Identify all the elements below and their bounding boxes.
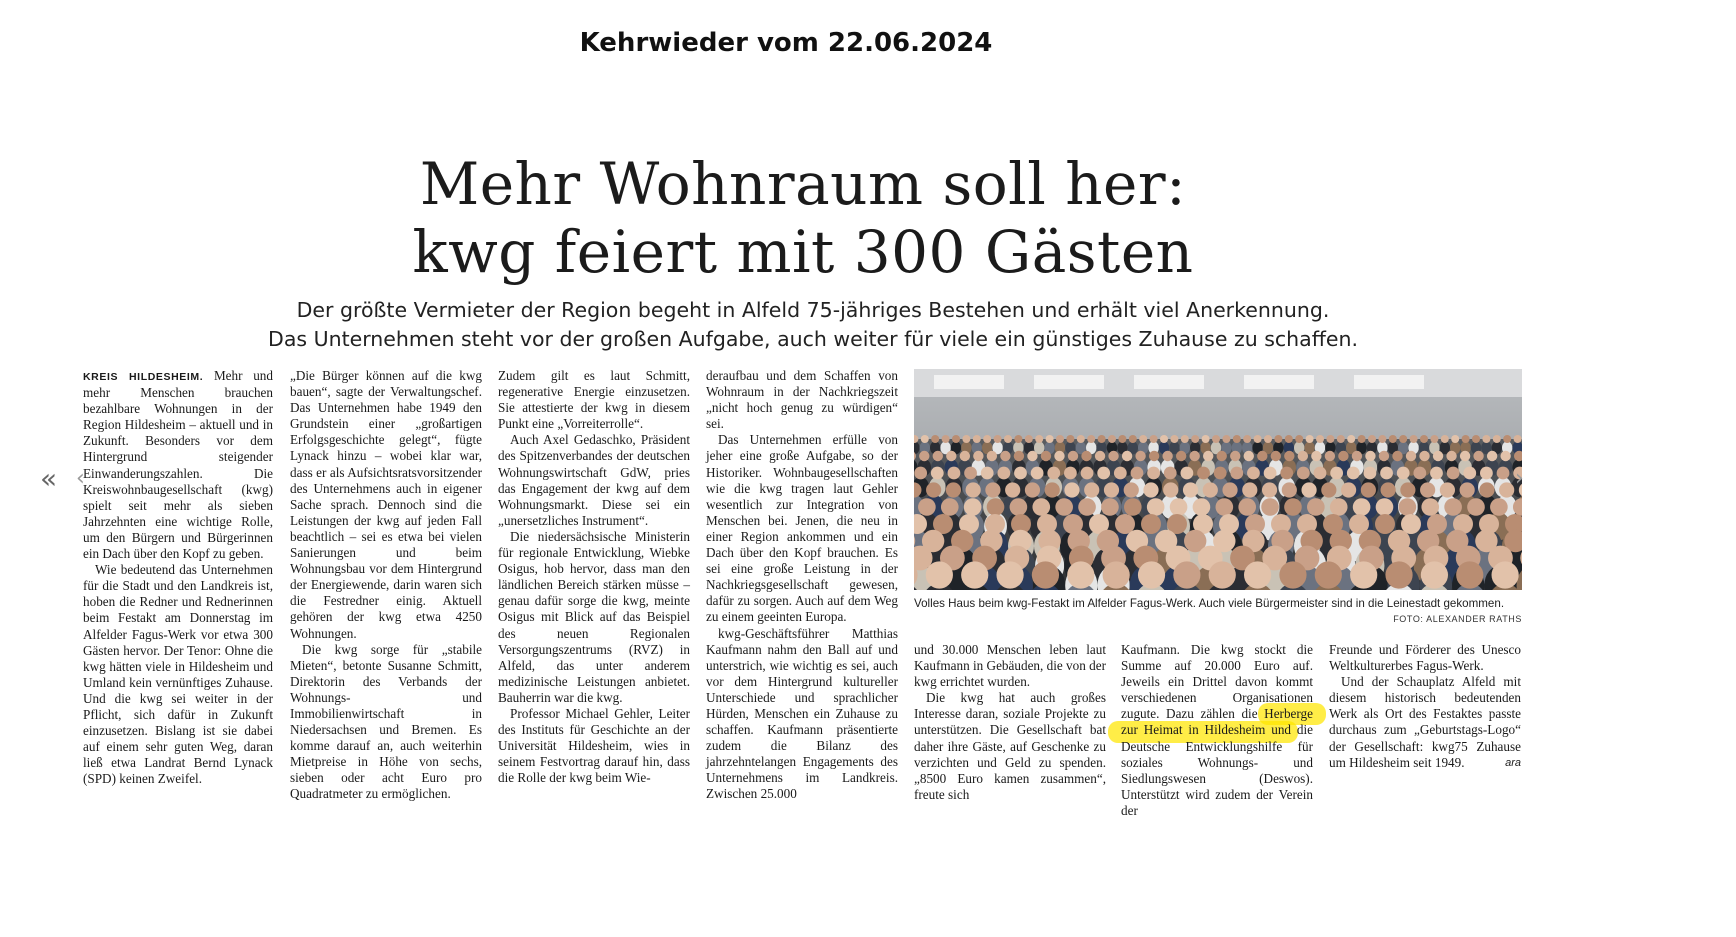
audience-person [1447,467,1460,480]
audience-person [994,435,1002,443]
audience-person [941,498,959,516]
audience-person [1460,482,1475,497]
audience-person [1421,561,1448,588]
audience-person [981,467,994,480]
audience-person [931,467,944,480]
article-column-6 [1121,642,1313,819]
audience-person [1482,435,1490,443]
audience-person [1347,435,1355,443]
article-paragraph: Professor Michael Gehler, Leiter des Instituts für Geschichte an der Universität Hildesheim, wies in seinem Festvortrag darauf hin, dass die Rolle der kwg beim Wie- [498,705,690,786]
audience-person [1242,482,1257,497]
audience-person [1311,451,1321,461]
audience-person [1147,498,1165,516]
audience-person [1307,498,1325,516]
audience-person [964,467,977,480]
audience-person [1284,451,1294,461]
audience-person [931,435,939,443]
chevron-right-icon[interactable]: › [1515,466,1524,491]
audience-person [1045,482,1060,497]
audience-person [1181,435,1189,443]
audience-person [1244,561,1271,588]
audience-person [1330,467,1343,480]
audience-person [1410,435,1418,443]
audience-person [1041,451,1051,461]
audience-person [1264,435,1272,443]
subheadline-line-1: Der größte Vermieter der Region begeht in Alfeld 75-jähriges Bestehen und erhält viel Anerkennung. [296,298,1330,322]
audience-person [1353,498,1371,516]
audience-person [1170,435,1178,443]
audience-person [1147,467,1160,480]
audience-person [1124,498,1142,516]
audience-person [1284,498,1302,516]
audience-person [1135,451,1145,461]
audience-person [1118,435,1126,443]
audience-person [1285,435,1293,443]
audience-person [1004,435,1012,443]
audience-person [1131,467,1144,480]
audience-person [1380,467,1393,480]
audience-person [1193,498,1211,516]
photo-credit: FOTO: ALEXANDER RATHS [1393,614,1522,624]
audience-person [962,435,970,443]
page-header-title: Kehrwieder vom 22.06.2024 [579,28,993,58]
audience-person [1472,435,1480,443]
audience-person [966,482,981,497]
audience-person [1497,467,1510,480]
audience-person [1274,435,1282,443]
audience-person [1064,467,1077,480]
audience-person [942,435,950,443]
audience-person [1014,435,1022,443]
audience-person [1170,498,1188,516]
audience-person [1479,482,1494,497]
audience-person [1456,561,1483,588]
audience-person [1077,435,1085,443]
audience-person [1197,467,1210,480]
audience-person [1315,561,1342,588]
audience-person [946,482,961,497]
audience-person [1379,451,1389,461]
subheadline-line-2: Das Unternehmen steht vor der großen Aufgabe, auch weiter für viele ein günstiges Zuhause zu schaffen. [268,327,1358,351]
article-column-1 [83,368,273,787]
audience-person [946,451,956,461]
dateline: KREIS HILDESHEIM. [83,371,204,383]
audience-person [1419,451,1429,461]
audience-person [1014,467,1027,480]
article-paragraph: Freunde und Förderer des Unesco Weltkulturerbes Fagus-Werk. [1329,642,1521,674]
audience-person [1381,482,1396,497]
audience-person [1230,467,1243,480]
audience-person [1098,435,1106,443]
audience-person [1081,467,1094,480]
audience-person [918,498,936,516]
article-paragraph: Auch Axel Gedaschko, Präsident des Spitzenverbandes der deutschen Wohnungswirtschaft GdW, pries das Engagement der kwg auf dem Wohnungsmarkt. Diese sei ein „unersetzliches Instrument“. [498,432,690,528]
audience-person [1338,451,1348,461]
audience-person [1141,514,1161,534]
audience-person [1261,498,1279,516]
audience-person [1314,467,1327,480]
audience-person [1490,498,1508,516]
audience-person [1330,498,1348,516]
audience-person [1114,467,1127,480]
audience-person [1399,498,1417,516]
audience-person [1397,467,1410,480]
audience-person [1420,482,1435,497]
audience-person [1025,435,1033,443]
audience-person [1191,435,1199,443]
article-paragraph: kwg-Geschäftsführer Matthias Kaufmann nahm den Ball auf und unterstrich, wie wichtig es sei, auch vor dem Hintergrund kultureller Unterschiede und sprachlicher Hürden, Menschen ein Zuhause zu schaffen. Kaufmann präsentierte zudem die Bilanz des jahrzehntelangen Engagements des Unternehmens im Landkreis. Zwischen 25.000 [706,625,898,802]
audience-person [1352,451,1362,461]
audience-person [1446,451,1456,461]
audience-person [1500,451,1510,461]
audience-person [1222,435,1230,443]
audience-person [1067,561,1094,588]
audience-person [1031,467,1044,480]
audience-person [1176,451,1186,461]
article-paragraph: Wie bedeutend das Unternehmen für die Stadt und den Landkreis ist, hoben die Redner und Rednerinnen beim Festakt am Donnerstag im Alfelder Fagus-Werk vor etwa 300 Gästen hervor. Der Tenor: Ohne die kwg hätten viele in Hildesheim und Umland kein vernünftiges Zuhause. Und die kwg sei weiter in der Pflicht, sich dafür in Zukunft einzusetzen. Bislang ist sie dabei auf einem sehr guten Weg, daran ließ etwa Landrat Bernd Lynack (SPD) keinen Zweifel. [83,562,273,787]
double-chevron-left-icon[interactable]: « [40,462,58,495]
article-photo [914,369,1522,590]
audience-person [1078,498,1096,516]
audience-person [1087,435,1095,443]
author-initials: ara [1505,756,1521,769]
audience-person [1143,482,1158,497]
audience-person [1440,482,1455,497]
audience-person [1264,467,1277,480]
audience-person [1104,482,1119,497]
audience-person [964,498,982,516]
audience-person [933,451,943,461]
article-subheadline [0,296,1626,354]
audience-person [997,467,1010,480]
audience-person [1392,451,1402,461]
audience-person [1326,435,1334,443]
audience-person [1376,498,1394,516]
audience-person [1103,561,1130,588]
audience-person [1164,467,1177,480]
article-paragraph: Zudem gilt es laut Schmitt, regenerative Energie einzusetzen. Sie attestierte der kwg in diesem Punkt eine „Vorreiterrolle“. [498,368,690,432]
audience-person [1298,451,1308,461]
audience-person [1101,498,1119,516]
audience-person [1247,467,1260,480]
audience-person [952,435,960,443]
audience-person [926,482,941,497]
audience-person [1337,435,1345,443]
audience-person [1444,498,1462,516]
article-column-5 [914,642,1106,803]
audience-person [1149,451,1159,461]
audience-person [1066,435,1074,443]
audience-person [1081,451,1091,461]
audience-person [987,451,997,461]
article-column-7 [1329,642,1521,771]
audience-person [1243,435,1251,443]
audience-person [1046,435,1054,443]
audience-person [1216,498,1234,516]
article-paragraph: Das Unternehmen erfülle von jeher eine große Aufgabe, so der Historiker. Wohnbaugesellschaften wie die kwg tragen laut Gehler wesentlich zur Integration von Menschen bei. Jenen, die neu in einer Region ankommen und ein Dach über den Kopf brauchen. Es sei eine große Leistung in der Nachkriegsgesellschaft gewesen, dafür zu sorgen. Auch auf dem Weg zu einem geeinten Europa. [706,432,898,625]
audience-person [1124,482,1139,497]
headline-line-1: Mehr Wohnraum soll her: [419,150,1187,218]
article-headline [0,150,1606,286]
audience-person [1163,482,1178,497]
article-paragraph: Die kwg sorge für „stabile Mieten“, betonte Susanne Schmitt, Direktorin des Verbands der Wohnungs- und Immobilienwirtschaft in Niedersachsen und Bremen. Es komme darauf an, auch weiterhin Mietpreise in Höhe von sechs, sieben oder acht Euro pro Quadratmeter zu ermöglichen. [290,641,482,802]
audience-person [1467,498,1485,516]
audience-person [1350,561,1377,588]
audience-person [1463,467,1476,480]
chevron-left-icon[interactable]: ‹ [76,466,85,491]
audience-person [1321,482,1336,497]
audience-person [996,561,1023,588]
audience-person [1139,435,1147,443]
article-paragraph: „Die Bürger können auf die kwg bauen“, sagte der Verwaltungschef. Das Unternehmen habe 1949 den Grundstein einer „großartigen Erfolgsgeschichte gelegt“, fügte Lynack hinzu – wobei klar war, dass er als Aufsichtsratsvorsitzender des Unternehmens auch in eigener Sache sprach. Dennoch sind die Leistungen der kwg auf jeden Fall beachtlich – sei es etwa bei vielen Sanierungen und beim Wohnungsbau vor dem Hintergrund der Energiewende, darin waren sich die Festredner einig. Aktuell gehören der kwg etwa 4250 Wohnungen. [290,368,482,641]
audience-person [1451,435,1459,443]
audience-person [1378,435,1386,443]
audience-person [1433,451,1443,461]
audience-person [1301,482,1316,497]
audience-person [919,451,929,461]
audience-person [1279,561,1306,588]
audience-person [985,482,1000,497]
audience-person [1212,435,1220,443]
article-paragraph: und 30.000 Menschen leben laut Kaufmann in Gebäuden, die von der kwg errichtet wurden. [914,642,1106,690]
audience-person [1254,435,1262,443]
audience-person [1173,561,1200,588]
audience-person [1399,435,1407,443]
audience-person [1068,451,1078,461]
audience-person [921,435,929,443]
audience-person [1189,451,1199,461]
audience-person [1032,498,1050,516]
headline-line-2: kwg feiert mit 300 Gästen [412,218,1194,286]
audience-person [961,561,988,588]
audience-person [1499,482,1514,497]
audience-person [1347,467,1360,480]
audience-person [1400,482,1415,497]
audience-person [1230,451,1240,461]
audience-person [1487,451,1497,461]
audience-person [1295,435,1303,443]
audience-person [1035,435,1043,443]
article-paragraph: deraufbau und dem Schaffen von Wohnraum in der Nachkriegszeit „nicht hoch genug zu würdigen“ sei. [706,368,898,432]
audience-person [1430,435,1438,443]
audience-person [1280,467,1293,480]
audience-person [1108,435,1116,443]
audience-person [983,435,991,443]
audience-person [1462,435,1470,443]
audience-person [1368,435,1376,443]
audience-person [1005,482,1020,497]
audience-person [1129,435,1137,443]
audience-person [1183,482,1198,497]
audience-person [1217,451,1227,461]
audience-person [1180,467,1193,480]
audience-person [1361,482,1376,497]
photo-caption: Volles Haus beim kwg-Festakt im Alfelder Fagus-Werk. Auch viele Bürgermeister sind in die Leinestadt gekommen. [914,597,1505,610]
article-column-2 [290,368,482,803]
audience-person [1389,435,1397,443]
audience-person [1097,467,1110,480]
audience-person [914,467,927,480]
audience-person [1375,514,1395,534]
audience-person [1325,451,1335,461]
audience-person [1385,561,1412,588]
audience-person [1162,451,1172,461]
audience-person [1010,498,1028,516]
audience-person [1282,482,1297,497]
audience-person [1160,435,1168,443]
audience-person [1480,467,1493,480]
audience-photo-illustration [914,369,1522,590]
audience-person [973,451,983,461]
audience-person [987,498,1005,516]
audience-person [1054,451,1064,461]
audience-person [1364,467,1377,480]
audience-person [1047,467,1060,480]
audience-person [1084,482,1099,497]
audience-person [1493,435,1501,443]
audience-person [1441,435,1449,443]
audience-person [1233,435,1241,443]
audience-person [1025,482,1040,497]
article-column-3 [498,368,690,786]
audience-person [1238,498,1256,516]
audience-person [973,435,981,443]
audience-person [1222,482,1237,497]
audience-person [1203,482,1218,497]
article-paragraph: Kaufmann. Die kwg stockt die Summe auf 20.000 Euro auf. Jeweils ein Drittel davon kommt verschiedenen Organisationen zugute. Dazu zählen die Herberge zur Heimat in Hildesheim und die Deutsche Entwicklungshilfe für soziales Wohnungs- und Siedlungswesen (Deswos). Unterstützt wird zudem der Verein der [1121,642,1313,818]
audience-person [1202,435,1210,443]
audience-person [1257,451,1267,461]
audience-person [1473,451,1483,461]
audience-person [1122,451,1132,461]
audience-person [1460,451,1470,461]
audience-person [1150,435,1158,443]
article-paragraph: KREIS HILDESHEIM. Mehr und mehr Menschen brauchen bezahlbare Wohnungen in der Region Hildesheim – aktuell und in Zukunft. Besonders vor dem Hintergrund steigender Einwanderungszahlen. Die Kreiswohnbaugesellschaft (kwg) spielt seit mehr als sieben Jahrzehnten eine wichtige Rolle, um den Bürgern und Bürgerinnen ein Dach über den Kopf zu geben. [83,368,273,562]
audience-person [1056,435,1064,443]
audience-person [1064,482,1079,497]
audience-person [1014,451,1024,461]
audience-person [1032,561,1059,588]
audience-person [948,467,961,480]
audience-person [1316,435,1324,443]
audience-person [1027,451,1037,461]
audience-person [1244,451,1254,461]
article-paragraph: Die niedersächsische Ministerin für regionale Entwicklung, Wiebke Osigus, hob hervor, dass man den ländlichen Bereich stärken müsse – genau dafür sorge die kwg, meinte Osigus mit Blick auf das Beispiel des neuen Regionalen Versorgungszentrums (RVZ) in Alfeld, das unter anderem medizinische Leistungen anbietet. Bauherrin war die kwg. [498,528,690,705]
audience-person [1209,561,1236,588]
audience-person [1421,498,1439,516]
audience-person [1341,482,1356,497]
audience-person [1262,482,1277,497]
audience-person [960,451,970,461]
audience-person [1095,451,1105,461]
audience-person [1297,467,1310,480]
audience-person [1413,467,1426,480]
audience-person [1430,467,1443,480]
article-paragraph: Die kwg hat auch großes Interesse daran, soziale Projekte zu unterstützen. Die Gesellschaft bat daher ihre Gäste, auf Geschenke zu verzichten und Geld zu spenden. „8500 Euro kamen zusammen“, freute sich [914,690,1106,802]
audience-person [1420,435,1428,443]
audience-person [1514,435,1522,443]
audience-person [1503,435,1511,443]
audience-person [1306,435,1314,443]
article-column-4 [706,368,898,803]
audience-person [1138,561,1165,588]
audience-person [1055,498,1073,516]
audience-person [1108,451,1118,461]
audience-person [1214,467,1227,480]
article-paragraph: Und der Schauplatz Alfeld mit diesem historisch bedeutenden Werk als Ort des Festaktes passte durchaus zum „Geburtstags-Logo“ der Gesellschaft: kwg75 Zuhause um Hildesheim seit 1949. ara [1329,674,1521,770]
audience-person [1203,451,1213,461]
audience-person [1000,451,1010,461]
audience-person [1271,451,1281,461]
audience-person [1406,451,1416,461]
audience-person [1358,435,1366,443]
audience-person [926,561,953,588]
audience-person [1365,451,1375,461]
audience-person [1492,561,1519,588]
